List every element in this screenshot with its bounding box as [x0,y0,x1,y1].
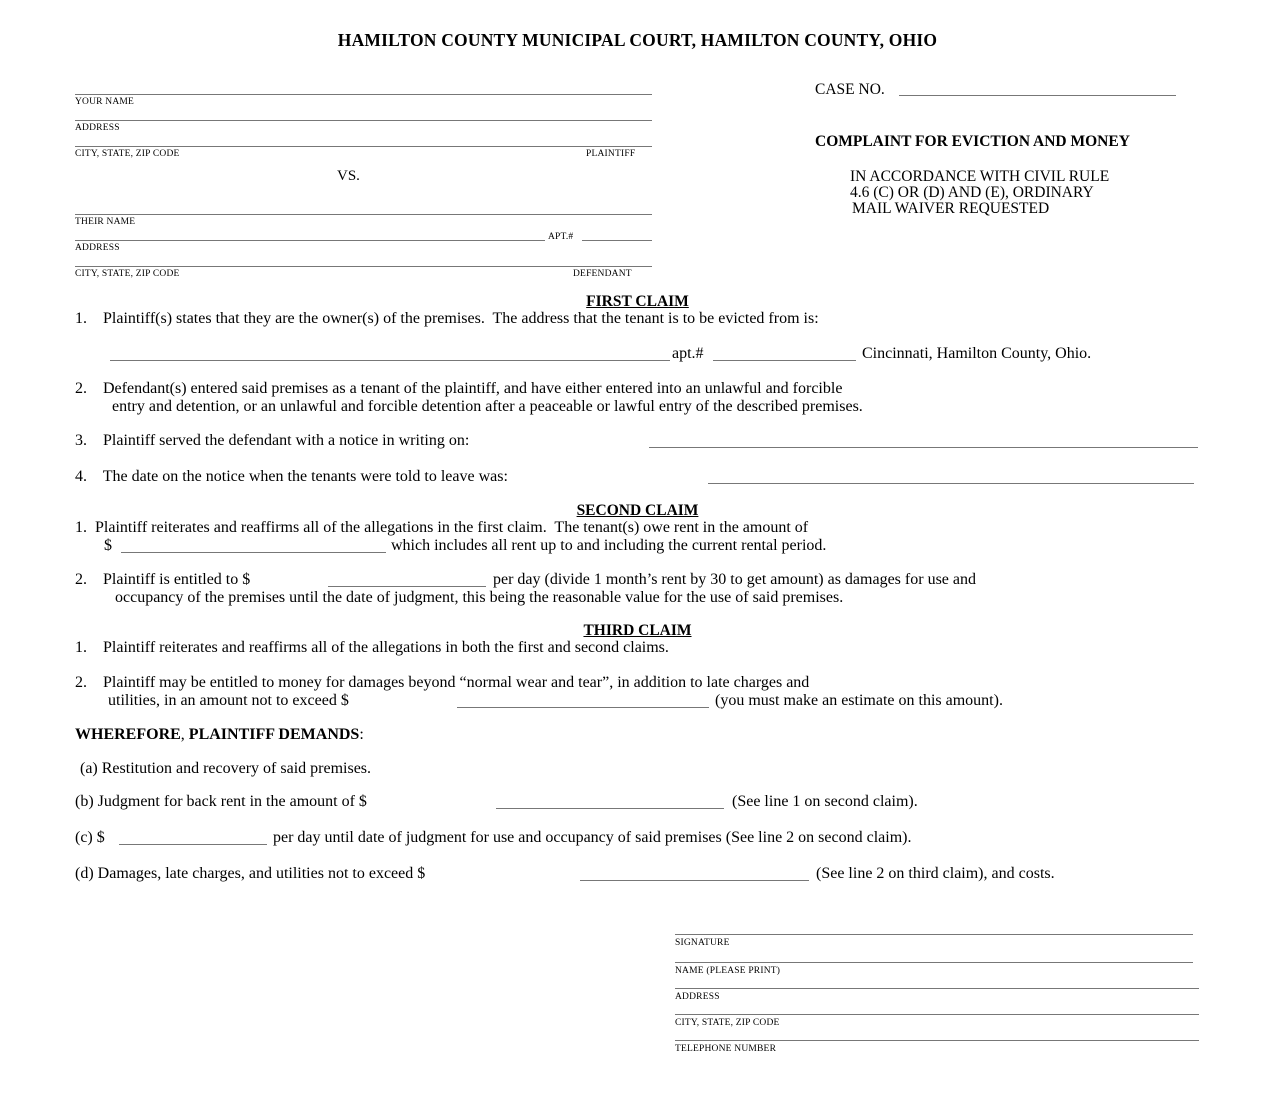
demand-d-note: (See line 2 on third claim), and costs. [816,865,1055,882]
first-claim-p2a: 2. Defendant(s) entered said premises as a tenant of the plaintiff, and have either entered into an unlawful and forcible [75,380,843,397]
civil-rule-line-2: 4.6 (C) OR (D) AND (E), ORDINARY [850,184,1094,201]
complaint-title: COMPLAINT FOR EVICTION AND MONEY [815,133,1130,150]
their-address-label: ADDRESS [75,243,120,253]
first-claim-heading: FIRST CLAIM [586,293,689,310]
civil-rule-line-1: IN ACCORDANCE WITH CIVIL RULE [850,168,1110,185]
signature-label: SIGNATURE [675,938,730,948]
signature-line[interactable] [675,934,1193,935]
city-state-zip-label: CITY, STATE, ZIP CODE [75,149,180,159]
per-day-judgment-line[interactable] [119,844,267,845]
their-city-line[interactable] [75,266,652,267]
print-name-label: NAME (PLEASE PRINT) [675,966,781,976]
premises-apt-line[interactable] [713,360,856,361]
court-title: HAMILTON COUNTY MUNICIPAL COURT, HAMILTON COUNTY, OHIO [337,30,938,50]
your-name-label: YOUR NAME [75,97,135,107]
telephone-line[interactable] [675,1040,1199,1041]
back-rent-line[interactable] [496,808,724,809]
first-claim-p3: 3. Plaintiff served the defendant with a notice in writing on: [75,432,470,449]
premises-city-label: Cincinnati, Hamilton County, Ohio. [862,345,1092,362]
notice-date-line[interactable] [649,447,1198,448]
damages-estimate-line[interactable] [457,707,709,708]
third-claim-p2a: 2. Plaintiff may be entitled to money for damages beyond “normal wear and tear”, in addition to late charges and [75,674,810,691]
demand-b-note: (See line 1 on second claim). [732,793,918,810]
first-claim-p2b: entry and detention, or an unlawful and forcible detention after a peaceable or lawful entry of the described premises. [112,398,863,415]
third-claim-heading: THIRD CLAIM [583,622,692,639]
their-name-line[interactable] [75,214,652,215]
first-claim-p1: 1. Plaintiff(s) states that they are the owner(s) of the premises. The address that the tenant is to be evicted from is: [75,310,819,327]
first-claim-p4: 4. The date on the notice when the tenants were told to leave was: [75,468,508,485]
premises-apt-label: apt.# [672,345,704,362]
second-claim-p1b: which includes all rent up to and including the current rental period. [391,537,827,554]
apt-line[interactable] [582,240,652,241]
plaintiff-label: PLAINTIFF [586,149,636,159]
your-name-line[interactable] [75,94,652,95]
their-address-line[interactable] [75,240,545,241]
demand-c-label: (c) $ [75,829,105,846]
rent-dollar-sign: $ [104,537,112,554]
case-no-line[interactable] [899,95,1176,96]
second-claim-heading: SECOND CLAIM [576,502,699,519]
third-claim-p2b: utilities, in an amount not to exceed $ [108,692,349,709]
their-city-label: CITY, STATE, ZIP CODE [75,269,180,279]
sig-address-label: ADDRESS [675,992,720,1002]
their-name-label: THEIR NAME [75,217,136,227]
address-line[interactable] [75,120,652,121]
city-state-zip-line[interactable] [75,146,652,147]
address-label: ADDRESS [75,123,120,133]
versus-label: VS. [337,168,360,184]
defendant-label: DEFENDANT [573,269,632,279]
sig-city-label: CITY, STATE, ZIP CODE [675,1018,780,1028]
demand-a: (a) Restitution and recovery of said premises. [80,760,372,777]
third-claim-p1: 1. Plaintiff reiterates and reaffirms all of the allegations in both the first and second claims. [75,639,669,656]
print-name-line[interactable] [675,962,1193,963]
sig-city-line[interactable] [675,1014,1199,1015]
second-claim-p2b: occupancy of the premises until the date of judgment, this being the reasonable value for the use of said premises. [115,589,844,606]
second-claim-p2a2: per day (divide 1 month’s rent by 30 to get amount) as damages for use and [493,571,976,588]
premises-address-line[interactable] [110,360,670,361]
third-claim-p2b2: (you must make an estimate on this amount). [715,692,1003,709]
wherefore-heading: WHEREFORE, PLAINTIFF DEMANDS: [75,726,364,743]
second-claim-p1a: 1. Plaintiff reiterates and reaffirms all of the allegations in the first claim. The tenant(s) owe rent in the amount of [75,519,809,536]
demand-d-label: (d) Damages, late charges, and utilities not to exceed $ [75,865,426,882]
per-day-rent-line[interactable] [328,586,486,587]
case-no-label: CASE NO. [815,81,885,98]
rent-owed-line[interactable] [121,552,386,553]
civil-rule-line-3: MAIL WAIVER REQUESTED [852,200,1050,217]
leave-date-line[interactable] [708,483,1194,484]
sig-address-line[interactable] [675,988,1199,989]
damages-limit-line[interactable] [580,880,809,881]
demand-b-label: (b) Judgment for back rent in the amount of $ [75,793,367,810]
apt-label: APT.# [548,232,574,242]
demand-c-note: per day until date of judgment for use and occupancy of said premises (See line 2 on second claim). [273,829,912,846]
telephone-label: TELEPHONE NUMBER [675,1044,777,1054]
second-claim-p2a: 2. Plaintiff is entitled to $ [75,571,251,588]
